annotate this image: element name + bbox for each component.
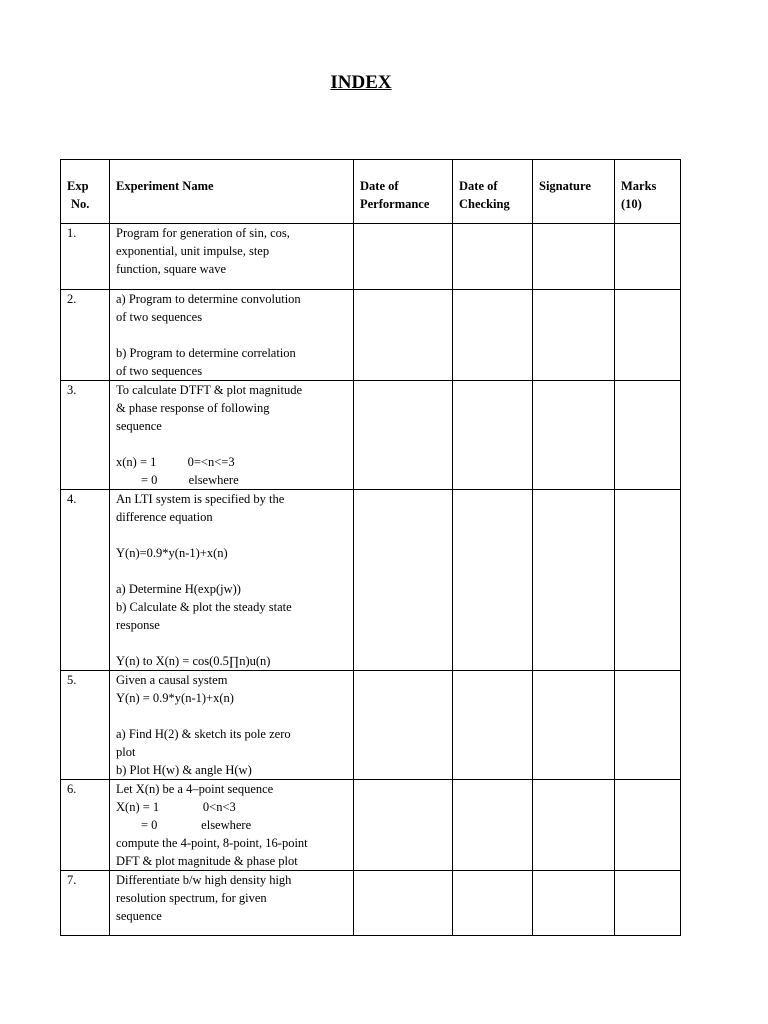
header-experiment-name: Experiment Name [110,160,354,224]
exp-number-cell: 6. [61,780,110,871]
table-row [61,290,681,381]
header-date-of-checking: Date of Checking [453,160,533,224]
marks-cell [615,290,681,381]
table-row [61,780,681,871]
experiment-text-line: = 0 elsewhere [116,818,252,832]
experiment-text-line: Let X(n) be a 4–point sequence [116,782,274,796]
exp-number-cell: 1. [61,224,110,290]
experiment-text-line: An LTI system is specified by the [116,492,285,506]
experiment-text-line: a) Program to determine convolution [116,292,301,306]
page-title: INDEX [330,72,392,93]
marks-cell [615,780,681,871]
experiment-text-line: X(n) = 1 0<n<3 [116,800,236,814]
experiment-name-cell [110,871,354,936]
date-of-checking-cell [453,290,533,381]
experiment-text-line: exponential, unit impulse, step [116,244,270,258]
table-row [61,871,681,936]
date-of-checking-cell [453,224,533,290]
experiment-name-cell [110,780,354,871]
experiment-name-cell [110,381,354,490]
header-signature: Signature [533,160,615,224]
signature-cell [533,490,615,671]
experiment-name-cell [110,290,354,381]
signature-cell [533,381,615,490]
experiment-text-line: sequence [116,419,162,433]
signature-cell [533,780,615,871]
date-of-checking-cell [453,780,533,871]
date-of-performance-cell [354,290,453,381]
experiment-text-line: response [116,618,160,632]
experiment-text-line: resolution spectrum, for given [116,891,267,905]
experiment-text-line: of two sequences [116,310,203,324]
experiment-text-line: difference equation [116,510,213,524]
table-row [61,381,681,490]
signature-cell [533,290,615,381]
exp-number-cell: 4. [61,490,110,671]
experiment-name-cell [110,224,354,290]
experiment-text-line: of two sequences [116,364,203,378]
experiment-name-cell [110,671,354,780]
marks-cell [615,381,681,490]
date-of-checking-cell [453,490,533,671]
experiment-text-line: Program for generation of sin, cos, [116,226,290,240]
date-of-performance-cell [354,780,453,871]
experiment-text-line: To calculate DTFT & plot magnitude [116,383,303,397]
date-of-checking-cell [453,671,533,780]
experiment-text-line: Y(n) to X(n) = cos(0.5∏n)u(n) [116,654,271,668]
date-of-performance-cell [354,671,453,780]
table-row [61,224,681,290]
header-row [61,160,681,224]
experiment-text-line: & phase response of following [116,401,270,415]
date-of-performance-cell [354,224,453,290]
experiment-text-line: DFT & plot magnitude & phase plot [116,854,298,868]
experiment-text-line: b) Program to determine correlation [116,346,296,360]
table-row [61,671,681,780]
experiment-text-line: a) Find H(2) & sketch its pole zero [116,727,291,741]
experiment-text-line: b) Plot H(w) & angle H(w) [116,763,252,777]
date-of-performance-cell [354,381,453,490]
experiment-name-cell [110,490,354,671]
header-exp-no: Exp No. [61,160,110,224]
exp-number-cell: 7. [61,871,110,936]
header-date-of-performance: Date of Performance [354,160,453,224]
header-marks: Marks (10) [615,160,681,224]
signature-cell [533,224,615,290]
experiment-text-line: Differentiate b/w high density high [116,873,292,887]
experiment-text-line: function, square wave [116,262,227,276]
experiment-text-line: Given a causal system [116,673,228,687]
experiment-text-line: b) Calculate & plot the steady state [116,600,292,614]
experiment-text-line: compute the 4-point, 8-point, 16-point [116,836,308,850]
experiment-text-line: sequence [116,909,162,923]
signature-cell [533,671,615,780]
experiment-text-line: a) Determine H(exp(jw)) [116,582,241,596]
experiment-text-line: plot [116,745,136,759]
experiment-text-line: Y(n) = 0.9*y(n-1)+x(n) [116,691,234,705]
exp-number-cell: 2. [61,290,110,381]
marks-cell [615,871,681,936]
index-table [60,159,681,936]
experiment-text-line: = 0 elsewhere [116,473,239,487]
signature-cell [533,871,615,936]
table-row [61,490,681,671]
date-of-performance-cell [354,490,453,671]
date-of-checking-cell [453,381,533,490]
marks-cell [615,224,681,290]
date-of-performance-cell [354,871,453,936]
date-of-checking-cell [453,871,533,936]
marks-cell [615,490,681,671]
exp-number-cell: 5. [61,671,110,780]
experiment-text-line: Y(n)=0.9*y(n-1)+x(n) [116,546,228,560]
experiment-text-line: x(n) = 1 0=<n<=3 [116,455,235,469]
marks-cell [615,671,681,780]
exp-number-cell: 3. [61,381,110,490]
